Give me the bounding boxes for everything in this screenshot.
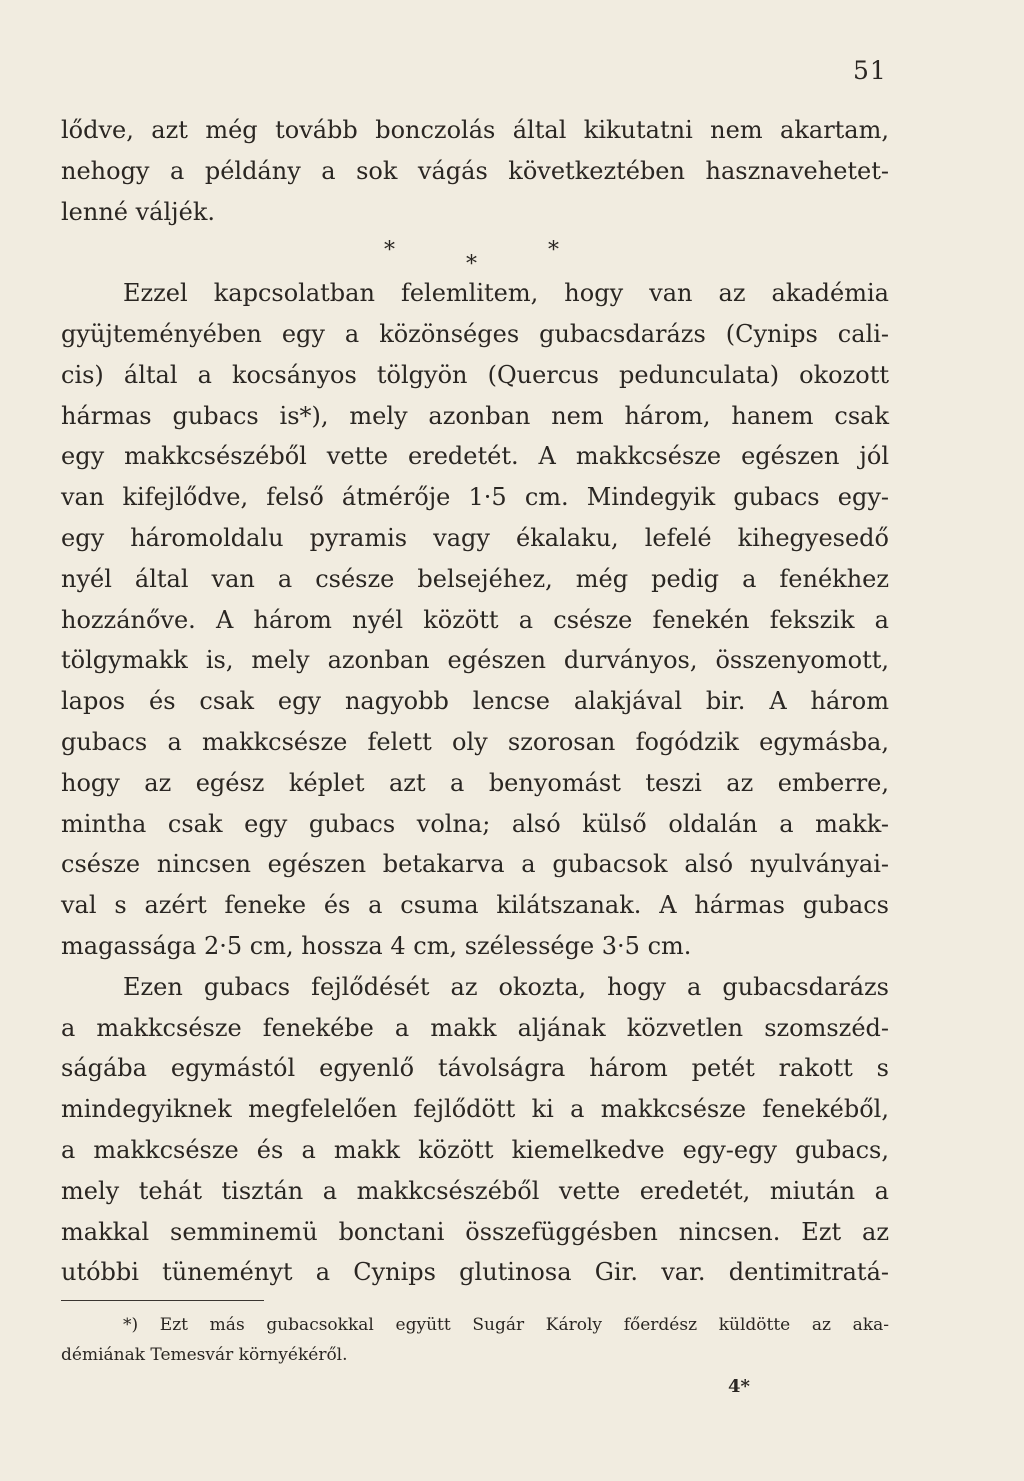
text-line: hogy az egész képlet azt a benyomást teszi az emberre, bbox=[61, 768, 889, 797]
text-line: cis) által a kocsányos tölgyön (Quercus pedunculata) okozott bbox=[61, 360, 889, 389]
text-line: van kifejlődve, felső átmérője 1·5 cm. Mindegyik gubacs egy- bbox=[61, 483, 889, 512]
footnote-line: démiának Temesvár környékéről. bbox=[61, 1345, 348, 1365]
asterisk: * bbox=[466, 252, 477, 277]
body-text bbox=[61, 110, 889, 1293]
text-line: nyél által van a csésze belsejéhez, még pedig a fenékhez bbox=[61, 564, 889, 593]
text-line: gyüjteményében egy a közönséges gubacsdarázs (Cynips cali- bbox=[61, 319, 889, 348]
text-line: magassága 2·5 cm, hossza 4 cm, szélessége 3·5 cm. bbox=[61, 931, 692, 960]
signature-mark: 4* bbox=[728, 1376, 750, 1397]
asterism-divider bbox=[370, 238, 570, 278]
text-line: mely tehát tisztán a makkcsészéből vette eredetét, miután a bbox=[61, 1176, 889, 1205]
text-line: makkal semminemü bonctani összefüggésben nincsen. Ezt az bbox=[61, 1217, 889, 1246]
text-line: val s azért feneke és a csuma kilátszanak. A hármas gubacs bbox=[61, 891, 889, 920]
text-line: egy makkcsészéből vette eredetét. A makkcsésze egészen jól bbox=[61, 442, 889, 471]
text-line: lődve, azt még tovább bonczolás által kikutatni nem akartam, bbox=[61, 116, 889, 144]
text-line: tölgymakk is, mely azonban egészen durványos, összenyomott, bbox=[61, 646, 889, 675]
text-line: a makkcsésze és a makk között kiemelkedve egy-egy gubacs, bbox=[61, 1135, 889, 1164]
text-line: egy háromoldalu pyramis vagy ékalaku, lefelé kihegyesedő bbox=[61, 523, 889, 552]
text-line: lenné váljék. bbox=[61, 197, 215, 226]
page-number: 51 bbox=[853, 56, 887, 85]
text-line: nehogy a példány a sok vágás következtében hasznavehetet- bbox=[61, 156, 889, 185]
text-line: mintha csak egy gubacs volna; alsó külső oldalán a makk- bbox=[61, 809, 889, 838]
text-line: utóbbi tüneményt a Cynips glutinosa Gir. var. dentimitratá- bbox=[61, 1258, 889, 1287]
text-line: lapos és csak egy nagyobb lencse alakjával bir. A három bbox=[61, 687, 889, 716]
footnote-divider bbox=[61, 1300, 264, 1301]
text-line: hármas gubacs is*), mely azonban nem három, hanem csak bbox=[61, 401, 889, 430]
asterisk: * bbox=[384, 238, 395, 263]
footnote bbox=[61, 1310, 889, 1370]
text-line: gubacs a makkcsésze felett oly szorosan fogódzik egymásba, bbox=[61, 727, 889, 756]
text-line: csésze nincsen egészen betakarva a gubacsok alsó nyulványai- bbox=[61, 850, 889, 879]
text-line: ságába egymástól egyenlő távolságra három petét rakott s bbox=[61, 1054, 889, 1083]
text-line: hozzánőve. A három nyél között a csésze fenekén fekszik a bbox=[61, 605, 889, 634]
text-line: Ezzel kapcsolatban felemlitem, hogy van az akadémia bbox=[123, 279, 889, 308]
text-line: a makkcsésze fenekébe a makk aljának közvetlen szomszéd- bbox=[61, 1013, 889, 1042]
footnote-line: *) Ezt más gubacsokkal együtt Sugár Károly főerdész küldötte az aka- bbox=[123, 1315, 889, 1335]
asterisk: * bbox=[548, 238, 559, 263]
text-line: Ezen gubacs fejlődését az okozta, hogy a gubacsdarázs bbox=[123, 972, 889, 1001]
text-line: mindegyiknek megfelelően fejlődött ki a makkcsésze fenekéből, bbox=[61, 1095, 889, 1124]
